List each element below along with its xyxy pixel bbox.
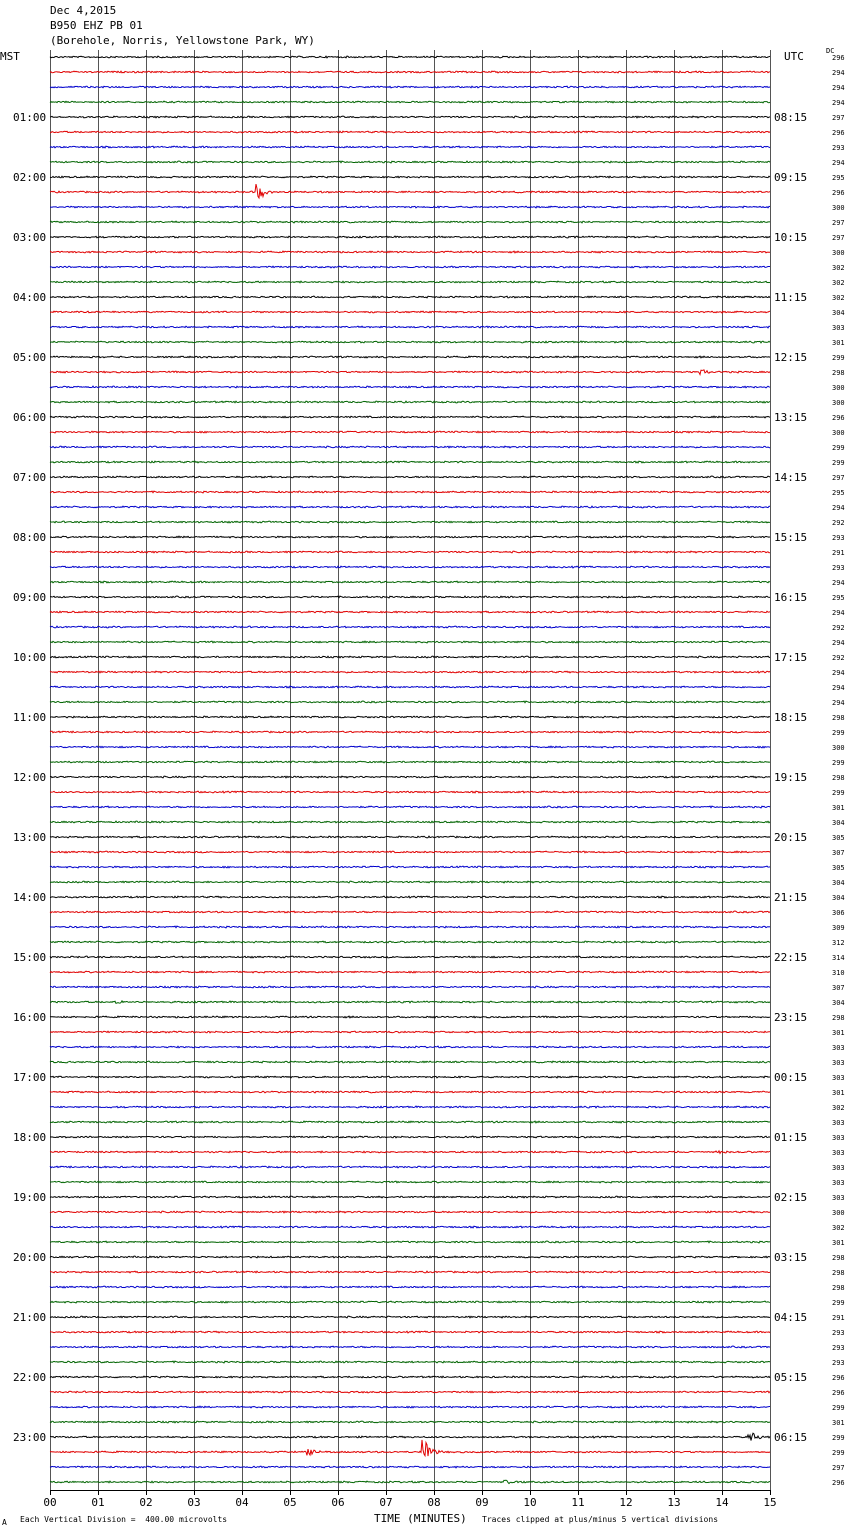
dc-value: 302 xyxy=(832,279,845,287)
dc-value: 296 xyxy=(832,54,845,62)
trace-line xyxy=(50,731,770,733)
trace-line xyxy=(50,251,770,253)
dc-value: 296 xyxy=(832,1374,845,1382)
mst-hour-label: 07:00 xyxy=(13,471,47,484)
trace-line xyxy=(50,1181,770,1183)
dc-value: 303 xyxy=(832,1149,845,1157)
trace-line xyxy=(50,431,770,433)
trace-line xyxy=(50,1421,770,1423)
clip-note: Traces clipped at plus/minus 5 vertical divisions xyxy=(482,1515,719,1524)
trace-line xyxy=(50,1466,770,1468)
trace-line xyxy=(50,641,770,643)
dc-value: 294 xyxy=(832,99,845,107)
utc-hour-label: 22:15 xyxy=(774,951,808,964)
trace-line xyxy=(50,761,770,763)
trace-line xyxy=(50,551,770,553)
utc-hour-label: 00:15 xyxy=(774,1071,808,1084)
mst-hour-label: 14:00 xyxy=(13,891,47,904)
utc-hour-label: 17:15 xyxy=(774,651,808,664)
dc-value: 303 xyxy=(832,1074,845,1082)
dc-value: 295 xyxy=(832,489,845,497)
trace-line xyxy=(50,836,770,838)
dc-value: 294 xyxy=(832,669,845,677)
trace-line xyxy=(50,701,770,703)
dc-value: 301 xyxy=(832,804,845,812)
trace-line xyxy=(50,206,770,208)
dc-value: 296 xyxy=(832,189,845,197)
trace-line xyxy=(50,221,770,223)
trace-line xyxy=(50,656,770,658)
mst-hour-label: 15:00 xyxy=(13,951,47,964)
x-tick-label: 02 xyxy=(139,1496,153,1509)
dc-value: 314 xyxy=(832,954,845,962)
trace-line xyxy=(50,161,770,163)
mst-hour-label: 02:00 xyxy=(13,171,47,184)
dc-value: 298 xyxy=(832,1254,845,1262)
dc-value: 300 xyxy=(832,384,845,392)
utc-hour-label: 11:15 xyxy=(774,291,808,304)
x-tick-label: 10 xyxy=(523,1496,537,1509)
trace-line xyxy=(50,1046,770,1048)
dc-value: 295 xyxy=(832,174,845,182)
mst-hour-label: 04:00 xyxy=(13,291,47,304)
trace-line xyxy=(50,971,770,973)
trace-line xyxy=(50,1166,770,1168)
trace-line xyxy=(50,1391,770,1393)
dc-value: 304 xyxy=(832,819,845,827)
dc-value: 299 xyxy=(832,1449,845,1457)
dc-value: 302 xyxy=(832,1224,845,1232)
dc-value: 300 xyxy=(832,204,845,212)
utc-hour-label: 20:15 xyxy=(774,831,808,844)
dc-value: 303 xyxy=(832,1179,845,1187)
dc-value: 297 xyxy=(832,474,845,482)
mst-hour-label: 23:00 xyxy=(13,1431,47,1444)
mst-hour-label: 01:00 xyxy=(13,111,47,124)
mst-hour-label: 06:00 xyxy=(13,411,47,424)
trace-line xyxy=(50,611,770,613)
trace-line xyxy=(50,56,770,58)
trace-line xyxy=(50,491,770,493)
trace-line xyxy=(50,1061,770,1063)
mst-hour-label: 11:00 xyxy=(13,711,47,724)
trace-line xyxy=(50,476,770,478)
header-location: (Borehole, Norris, Yellowstone Park, WY) xyxy=(50,34,315,47)
dc-value: 305 xyxy=(832,864,845,872)
trace-line xyxy=(50,866,770,868)
trace-line xyxy=(50,1151,770,1154)
mst-axis-label: MST xyxy=(0,50,20,63)
dc-value: 299 xyxy=(832,759,845,767)
trace-line xyxy=(50,521,770,523)
dc-value: 293 xyxy=(832,534,845,542)
trace-line xyxy=(50,1406,770,1408)
trace-line xyxy=(50,101,770,103)
trace-line xyxy=(50,356,770,358)
mst-hour-label: 22:00 xyxy=(13,1371,47,1384)
trace-line xyxy=(50,1433,770,1440)
dc-value: 300 xyxy=(832,744,845,752)
dc-value: 303 xyxy=(832,1134,845,1142)
trace-line xyxy=(50,746,770,748)
dc-value: 301 xyxy=(832,1089,845,1097)
utc-hour-label: 12:15 xyxy=(774,351,808,364)
trace-line xyxy=(50,821,770,823)
trace-line xyxy=(50,851,770,853)
trace-line xyxy=(50,941,770,943)
trace-line xyxy=(50,776,770,778)
trace-line xyxy=(50,1196,770,1198)
dc-value: 303 xyxy=(832,1044,845,1052)
mst-hour-label: 16:00 xyxy=(13,1011,47,1024)
trace-line xyxy=(50,446,770,448)
x-tick-label: 15 xyxy=(763,1496,777,1509)
dc-value: 305 xyxy=(832,834,845,842)
trace-line xyxy=(50,461,770,463)
dc-value: 309 xyxy=(832,924,845,932)
trace-line xyxy=(50,671,770,673)
trace-line xyxy=(50,401,770,403)
trace-line xyxy=(50,806,770,808)
trace-line xyxy=(50,416,770,418)
trace-line xyxy=(50,986,770,988)
dc-value: 298 xyxy=(832,369,845,377)
trace-line xyxy=(50,536,770,538)
trace-line xyxy=(50,311,770,313)
corner-mark: A xyxy=(2,1518,7,1527)
dc-value: 307 xyxy=(832,984,845,992)
trace-line xyxy=(50,506,770,508)
mst-hour-label: 18:00 xyxy=(13,1131,47,1144)
mst-hour-label: 12:00 xyxy=(13,771,47,784)
x-tick-label: 11 xyxy=(571,1496,585,1509)
dc-value: 299 xyxy=(832,1404,845,1412)
dc-value: 294 xyxy=(832,159,845,167)
x-tick-label: 09 xyxy=(475,1496,489,1509)
trace-line xyxy=(50,386,770,388)
trace-line xyxy=(50,176,770,178)
x-tick-label: 01 xyxy=(91,1496,105,1509)
trace-line xyxy=(50,1211,770,1213)
trace-line xyxy=(50,1091,770,1093)
dc-value: 294 xyxy=(832,579,845,587)
utc-axis-label: UTC xyxy=(784,50,804,63)
dc-value: 304 xyxy=(832,309,845,317)
trace-line xyxy=(50,116,770,118)
trace-line xyxy=(50,1241,770,1243)
utc-hour-label: 09:15 xyxy=(774,171,808,184)
dc-value: 294 xyxy=(832,699,845,707)
mst-hour-label: 19:00 xyxy=(13,1191,47,1204)
dc-value: 298 xyxy=(832,1014,845,1022)
dc-value: 301 xyxy=(832,1419,845,1427)
trace-line xyxy=(50,1346,770,1348)
dc-value: 296 xyxy=(832,1389,845,1397)
dc-value: 303 xyxy=(832,1059,845,1067)
trace-line xyxy=(50,911,770,913)
dc-value: 297 xyxy=(832,219,845,227)
dc-value: 294 xyxy=(832,69,845,77)
x-tick-label: 03 xyxy=(187,1496,201,1509)
mst-hour-label: 10:00 xyxy=(13,651,47,664)
trace-line xyxy=(50,370,770,375)
trace-line xyxy=(50,716,770,718)
mst-hour-label: 21:00 xyxy=(13,1311,47,1324)
trace-line xyxy=(50,791,770,793)
dc-value: 297 xyxy=(832,1464,845,1472)
utc-hour-label: 06:15 xyxy=(774,1431,808,1444)
dc-value: 301 xyxy=(832,1029,845,1037)
dc-value: 293 xyxy=(832,564,845,572)
mst-hour-label: 09:00 xyxy=(13,591,47,604)
dc-value: 293 xyxy=(832,1329,845,1337)
trace-line xyxy=(50,1256,770,1258)
utc-hour-label: 02:15 xyxy=(774,1191,808,1204)
dc-value: 293 xyxy=(832,1344,845,1352)
trace-line xyxy=(50,1376,770,1378)
dc-value: 296 xyxy=(832,414,845,422)
utc-hour-label: 05:15 xyxy=(774,1371,808,1384)
utc-hour-label: 21:15 xyxy=(774,891,808,904)
dc-value: 299 xyxy=(832,729,845,737)
x-tick-label: 05 xyxy=(283,1496,297,1509)
trace-line xyxy=(50,626,770,628)
dc-value: 304 xyxy=(832,879,845,887)
trace-line xyxy=(50,86,770,88)
dc-value: 293 xyxy=(832,1359,845,1367)
dc-value: 296 xyxy=(832,1479,845,1487)
dc-value: 312 xyxy=(832,939,845,947)
trace-line xyxy=(50,266,770,268)
mst-hour-label: 03:00 xyxy=(13,231,47,244)
trace-line xyxy=(50,1076,770,1078)
dc-value: 294 xyxy=(832,609,845,617)
trace-line xyxy=(50,1271,770,1273)
trace-line xyxy=(50,281,770,283)
dc-value: 302 xyxy=(832,294,845,302)
dc-value: 299 xyxy=(832,459,845,467)
utc-hour-label: 14:15 xyxy=(774,471,808,484)
dc-value: 294 xyxy=(832,684,845,692)
dc-value: 301 xyxy=(832,1239,845,1247)
dc-value: 294 xyxy=(832,504,845,512)
trace-line xyxy=(50,1331,770,1333)
trace-line xyxy=(50,1136,770,1138)
dc-value: 295 xyxy=(832,594,845,602)
mst-hour-label: 13:00 xyxy=(13,831,47,844)
trace-line xyxy=(50,184,770,198)
dc-value: 298 xyxy=(832,1269,845,1277)
trace-line xyxy=(50,146,770,148)
trace-line xyxy=(50,881,770,883)
dc-value: 303 xyxy=(832,1194,845,1202)
dc-value: 294 xyxy=(832,84,845,92)
utc-hour-label: 01:15 xyxy=(774,1131,808,1144)
x-axis-label: TIME (MINUTES) xyxy=(374,1512,467,1525)
trace-line xyxy=(50,1480,770,1483)
dc-value: 292 xyxy=(832,519,845,527)
trace-line xyxy=(50,896,770,898)
trace-line xyxy=(50,581,770,583)
dc-value: 300 xyxy=(832,249,845,257)
trace-line xyxy=(50,1316,770,1318)
dc-value: 307 xyxy=(832,849,845,857)
x-tick-label: 06 xyxy=(331,1496,345,1509)
utc-hour-label: 08:15 xyxy=(774,111,808,124)
dc-value: 293 xyxy=(832,144,845,152)
x-tick-label: 14 xyxy=(715,1496,729,1509)
dc-value: 292 xyxy=(832,654,845,662)
utc-hour-label: 16:15 xyxy=(774,591,808,604)
dc-value: 298 xyxy=(832,774,845,782)
dc-value: 303 xyxy=(832,324,845,332)
dc-value: 297 xyxy=(832,114,845,122)
dc-value: 297 xyxy=(832,234,845,242)
trace-line xyxy=(50,236,770,238)
dc-value: 303 xyxy=(832,1119,845,1127)
dc-value: 299 xyxy=(832,1299,845,1307)
trace-line xyxy=(50,1361,770,1363)
scale-note: Each Vertical Division = 400.00 microvolts xyxy=(20,1515,228,1524)
header-station: B950 EHZ PB 01 xyxy=(50,19,143,32)
dc-value: 304 xyxy=(832,894,845,902)
trace-line xyxy=(50,296,770,298)
dc-value: 294 xyxy=(832,639,845,647)
x-tick-label: 12 xyxy=(619,1496,633,1509)
trace-line xyxy=(50,1286,770,1288)
utc-hour-label: 03:15 xyxy=(774,1251,808,1264)
trace-line xyxy=(50,1121,770,1123)
dc-value: 299 xyxy=(832,789,845,797)
dc-value: 306 xyxy=(832,909,845,917)
trace-line xyxy=(50,1016,770,1018)
dc-axis-label: DC xyxy=(826,47,835,55)
dc-value: 303 xyxy=(832,1164,845,1172)
dc-value: 296 xyxy=(832,129,845,137)
utc-hour-label: 15:15 xyxy=(774,531,808,544)
dc-value: 292 xyxy=(832,624,845,632)
trace-line xyxy=(50,566,770,568)
dc-value: 301 xyxy=(832,339,845,347)
mst-hour-label: 05:00 xyxy=(13,351,47,364)
dc-value: 298 xyxy=(832,1284,845,1292)
trace-line xyxy=(50,1226,770,1228)
dc-value: 298 xyxy=(832,714,845,722)
x-tick-label: 07 xyxy=(379,1496,393,1509)
x-tick-label: 00 xyxy=(43,1496,57,1509)
utc-hour-label: 18:15 xyxy=(774,711,808,724)
x-tick-label: 13 xyxy=(667,1496,681,1509)
dc-value: 300 xyxy=(832,399,845,407)
trace-line xyxy=(50,926,770,928)
dc-value: 299 xyxy=(832,1434,845,1442)
dc-value: 300 xyxy=(832,1209,845,1217)
utc-hour-label: 13:15 xyxy=(774,411,808,424)
mst-hour-label: 17:00 xyxy=(13,1071,47,1084)
trace-line xyxy=(50,1106,770,1108)
trace-line xyxy=(50,686,770,688)
header-date: Dec 4,2015 xyxy=(50,4,117,17)
trace-line xyxy=(50,956,770,958)
dc-value: 291 xyxy=(832,549,845,557)
trace-line xyxy=(50,1031,770,1033)
dc-value: 302 xyxy=(832,1104,845,1112)
utc-hour-label: 04:15 xyxy=(774,1311,808,1324)
dc-value: 310 xyxy=(832,969,845,977)
x-tick-label: 08 xyxy=(427,1496,441,1509)
trace-line xyxy=(50,1001,770,1004)
trace-line xyxy=(50,1301,770,1303)
dc-value: 304 xyxy=(832,999,845,1007)
mst-hour-label: 08:00 xyxy=(13,531,47,544)
utc-hour-label: 23:15 xyxy=(774,1011,808,1024)
trace-line xyxy=(50,596,770,598)
trace-line xyxy=(50,326,770,328)
dc-value: 291 xyxy=(832,1314,845,1322)
dc-value: 299 xyxy=(832,444,845,452)
mst-hour-label: 20:00 xyxy=(13,1251,47,1264)
trace-line xyxy=(50,341,770,343)
trace-line xyxy=(50,131,770,133)
dc-value: 300 xyxy=(832,429,845,437)
trace-line xyxy=(50,71,770,73)
dc-value: 302 xyxy=(832,264,845,272)
trace-line xyxy=(50,1440,770,1456)
utc-hour-label: 19:15 xyxy=(774,771,808,784)
dc-value: 299 xyxy=(832,354,845,362)
x-tick-label: 04 xyxy=(235,1496,249,1509)
utc-hour-label: 10:15 xyxy=(774,231,808,244)
